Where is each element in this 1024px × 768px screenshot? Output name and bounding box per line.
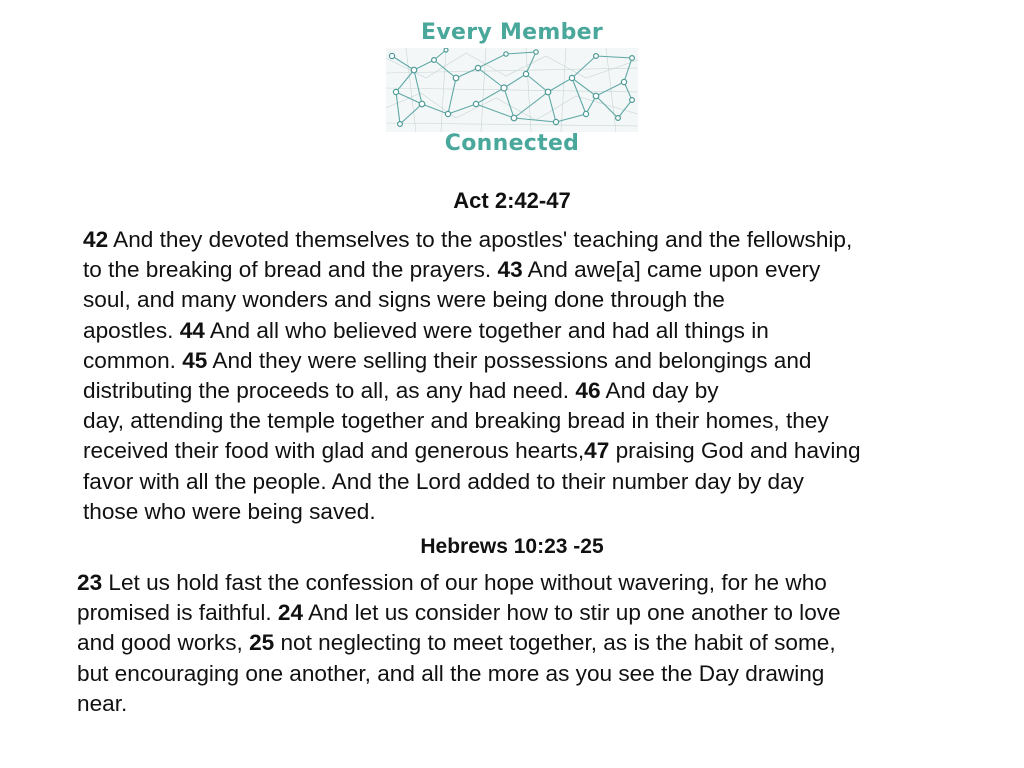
- passage-line: [83, 406, 861, 436]
- verse-text: And awe[a] came upon every: [522, 257, 821, 283]
- verse-text: Let us hold fast the confession of our hope without wavering, for he who: [102, 570, 827, 595]
- verse-number: 24: [277, 600, 304, 626]
- verse-text: apostles.: [83, 317, 180, 343]
- verse-text: received their food with glad and generous hearts,: [83, 438, 585, 464]
- verse-number: 42: [83, 227, 109, 252]
- verse-number: 47: [584, 438, 610, 464]
- verse-text: distributing the proceeds to all, as any had need.: [83, 378, 576, 404]
- verse-number: 25: [249, 630, 275, 656]
- network-graph-icon: [386, 48, 638, 132]
- verse-text: And they devoted themselves to the apostles' teaching and the fellowship,: [108, 227, 853, 252]
- verse-text: near.: [77, 690, 128, 716]
- verse-text: those who were being saved.: [83, 498, 376, 524]
- passage-line: [83, 225, 861, 255]
- verse-text: And they were selling their possessions and belongings and: [207, 347, 812, 373]
- verse-text: And all who believed were together and had all things in: [204, 317, 769, 343]
- acts-reference: Act 2:42-47: [453, 188, 571, 213]
- passage-line: [83, 467, 861, 497]
- verse-number: 43: [497, 257, 523, 283]
- acts-passage: [83, 225, 861, 527]
- passage-line: [77, 628, 841, 658]
- verse-text: And let us consider how to stir up one another to love: [303, 600, 841, 626]
- verse-number: 44: [179, 317, 205, 343]
- verse-text: promised is faithful.: [77, 600, 278, 626]
- passage-line: [83, 316, 861, 346]
- verse-text: favor with all the people. And the Lord added to their number day by day: [83, 468, 804, 494]
- passage-line: [83, 346, 861, 376]
- verse-text: not neglecting to meet together, as is the habit of some,: [274, 630, 836, 656]
- verse-text: day, attending the temple together and breaking bread in their homes, they: [83, 408, 829, 434]
- logo-top-text: Every Member: [421, 20, 603, 45]
- verse-text: soul, and many wonders and signs were being done through the: [83, 287, 725, 313]
- verse-number: 46: [575, 378, 601, 404]
- passage-line: [83, 285, 861, 315]
- passage-line: [77, 689, 841, 719]
- passage-line: [83, 255, 861, 285]
- passage-line: [77, 659, 841, 689]
- passage-line: [83, 376, 861, 406]
- passage-line: [77, 568, 841, 598]
- passage-line: [77, 598, 841, 628]
- verse-text: to the breaking of bread and the prayers.: [83, 257, 498, 283]
- logo-bottom-text: Connected: [444, 131, 580, 156]
- verse-text: common.: [83, 347, 183, 373]
- verse-text: and good works,: [77, 630, 250, 656]
- verse-number: 45: [182, 347, 208, 373]
- verse-number: 23: [77, 570, 103, 595]
- verse-text: And day by: [600, 378, 719, 404]
- hebrews-reference: Hebrews 10:23 -25: [420, 535, 604, 558]
- passage-line: [83, 436, 861, 466]
- verse-text: but encouraging one another, and all the more as you see the Day drawing: [77, 660, 825, 686]
- passage-line: [83, 497, 861, 527]
- hebrews-passage: [77, 568, 841, 719]
- verse-text: praising God and having: [609, 438, 861, 464]
